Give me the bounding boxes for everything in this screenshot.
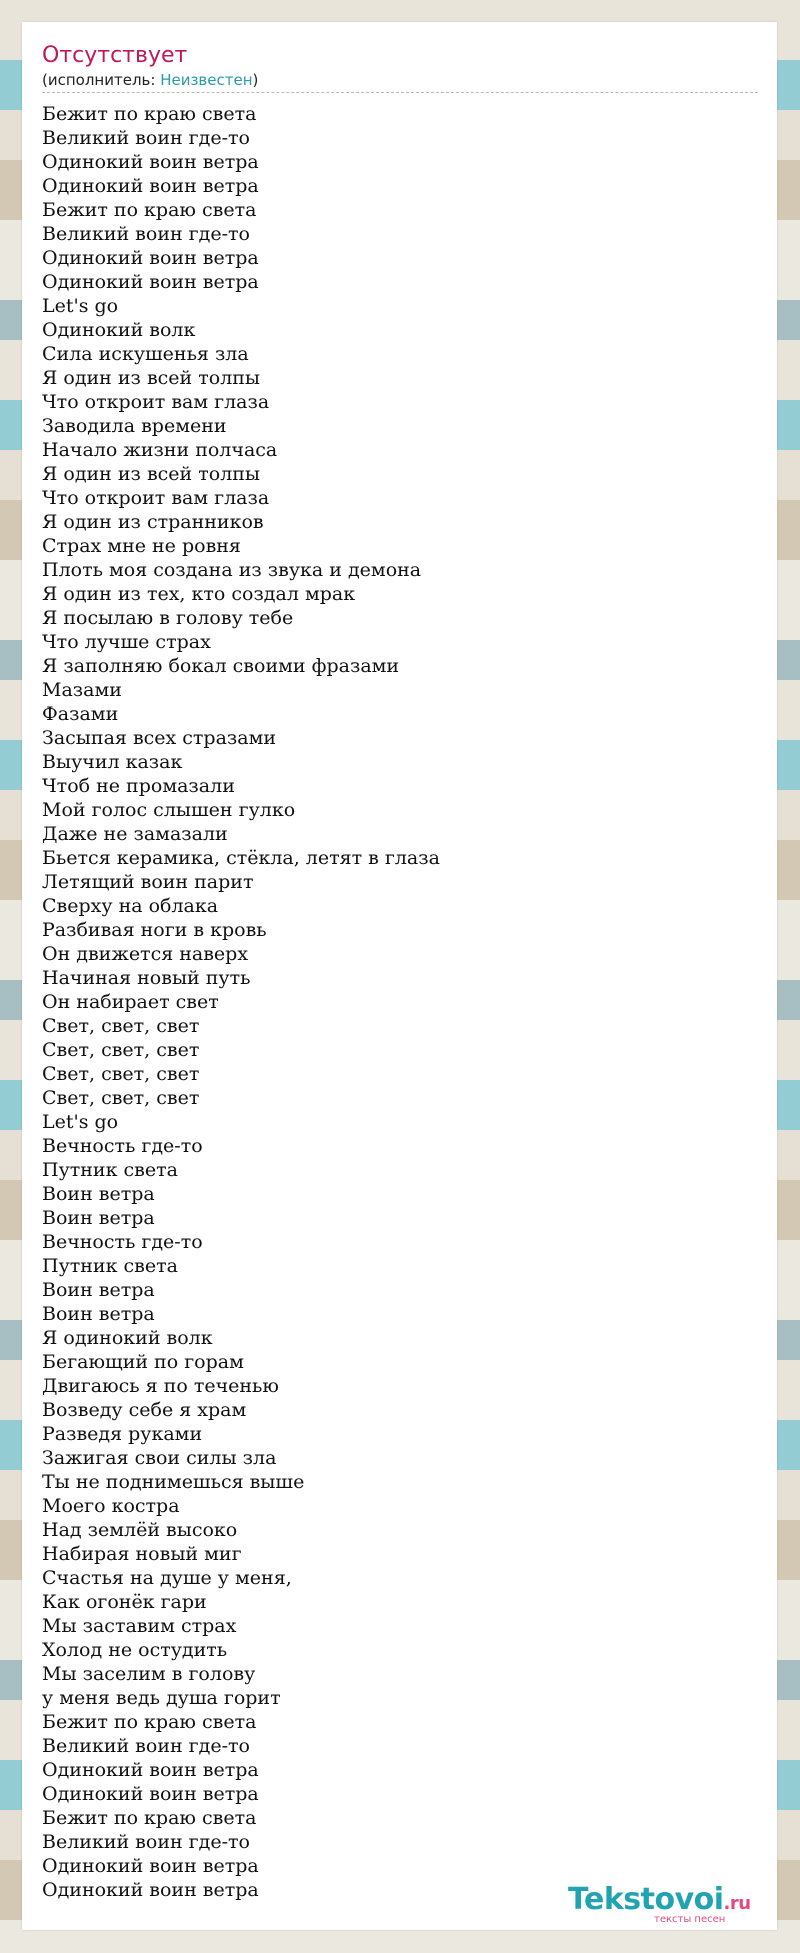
lyric-line: Let's go bbox=[42, 1111, 119, 1133]
lyric-line: Бегающий по горам bbox=[42, 1351, 244, 1373]
lyric-line: Путник света bbox=[42, 1159, 178, 1181]
lyric-line: Сверху на облака bbox=[42, 895, 219, 917]
lyric-line: Бежит по краю света bbox=[42, 1711, 257, 1733]
lyric-line: Путник света bbox=[42, 1255, 178, 1277]
lyric-line: Let's go bbox=[42, 295, 119, 317]
lyric-line: Как огонёк гари bbox=[42, 1591, 207, 1613]
lyric-line: Бьется керамика, стёкла, летят в глаза bbox=[42, 847, 440, 869]
lyric-line: Фазами bbox=[42, 703, 119, 725]
song-title: Отсутствует bbox=[42, 43, 188, 68]
lyric-line: Одинокий воин ветра bbox=[42, 1759, 259, 1781]
lyric-line: Воин ветра bbox=[42, 1183, 155, 1205]
lyric-line: Засыпая всех стразами bbox=[42, 727, 277, 749]
logo-main-text: Tekstovoi bbox=[568, 1882, 724, 1917]
lyric-line: Я один из странников bbox=[42, 511, 264, 533]
lyric-line: Свет, свет, свет bbox=[42, 1063, 200, 1085]
artist-prefix: (исполнитель: bbox=[42, 71, 161, 89]
lyric-line: Бежит по краю света bbox=[42, 103, 257, 125]
lyric-line: Одинокий воин ветра bbox=[42, 1855, 259, 1877]
lyric-line: Страх мне не ровня bbox=[42, 535, 241, 557]
lyric-line: Я один из всей толпы bbox=[42, 367, 261, 389]
site-logo[interactable] bbox=[568, 1884, 778, 1930]
lyric-line: Вечность где-то bbox=[42, 1135, 203, 1157]
lyric-line: Я один из тех, кто создал мрак bbox=[42, 583, 356, 605]
lyric-line: Мой голос слышен гулко bbox=[42, 799, 296, 821]
lyric-line: Начиная новый путь bbox=[42, 967, 251, 989]
artist-suffix: ) bbox=[252, 71, 259, 89]
lyric-line: Бежит по краю света bbox=[42, 199, 257, 221]
artist-line bbox=[42, 70, 758, 90]
lyric-line: Одинокий воин ветра bbox=[42, 271, 259, 293]
song-header bbox=[42, 42, 758, 93]
lyric-line: Заводила времени bbox=[42, 415, 227, 437]
lyric-line: Начало жизни полчаса bbox=[42, 439, 278, 461]
lyric-line: Плоть моя создана из звука и демона bbox=[42, 559, 422, 581]
lyric-line: Мазами bbox=[42, 679, 122, 701]
lyric-line: Летящий воин парит bbox=[42, 871, 254, 893]
lyric-line: Даже не замазали bbox=[42, 823, 228, 845]
lyric-line: Великий воин где-то bbox=[42, 1831, 250, 1853]
lyric-line: Одинокий воин ветра bbox=[42, 1879, 259, 1901]
lyric-line: Великий воин где-то bbox=[42, 127, 250, 149]
lyric-line: Набирая новый миг bbox=[42, 1543, 242, 1565]
lyric-line: Воин ветра bbox=[42, 1279, 155, 1301]
lyric-line: Зажигая свои силы зла bbox=[42, 1447, 277, 1469]
lyric-line: Что лучше страх bbox=[42, 631, 211, 653]
lyric-line: Вечность где-то bbox=[42, 1231, 203, 1253]
lyric-line: Возведу себе я храм bbox=[42, 1399, 247, 1421]
lyrics-text bbox=[42, 102, 440, 1902]
lyric-line: Выучил казак bbox=[42, 751, 183, 773]
artist-link[interactable]: Неизвестен bbox=[160, 71, 253, 89]
lyric-line: Я посылаю в голову тебе bbox=[42, 607, 294, 629]
lyric-line: Воин ветра bbox=[42, 1207, 155, 1229]
lyric-line: Свет, свет, свет bbox=[42, 1087, 200, 1109]
lyric-line: Свет, свет, свет bbox=[42, 1015, 200, 1037]
lyric-line: Двигаюсь я по теченью bbox=[42, 1375, 279, 1397]
logo-tld: .ru bbox=[723, 1893, 751, 1914]
lyric-line: Он набирает свет bbox=[42, 991, 219, 1013]
lyric-line: Что откроит вам глаза bbox=[42, 487, 270, 509]
lyric-line: Бежит по краю света bbox=[42, 1807, 257, 1829]
lyric-line: Одинокий воин ветра bbox=[42, 175, 259, 197]
lyric-line: Он движется наверх bbox=[42, 943, 249, 965]
lyric-line: Я одинокий волк bbox=[42, 1327, 213, 1349]
lyric-line: Моего костра bbox=[42, 1495, 180, 1517]
lyric-line: Свет, свет, свет bbox=[42, 1039, 200, 1061]
lyric-line: Что откроит вам глаза bbox=[42, 391, 270, 413]
lyric-line: Воин ветра bbox=[42, 1303, 155, 1325]
lyric-line: Одинокий воин ветра bbox=[42, 151, 259, 173]
lyric-line: Сила искушенья зла bbox=[42, 343, 249, 365]
lyric-line: Разведя руками bbox=[42, 1423, 203, 1445]
lyric-line: Чтоб не промазали bbox=[42, 775, 235, 797]
lyric-line: Одинокий воин ветра bbox=[42, 247, 259, 269]
lyric-line: Я заполняю бокал своими фразами bbox=[42, 655, 400, 677]
song-card bbox=[22, 22, 777, 1930]
lyric-line: Ты не поднимешься выше bbox=[42, 1471, 305, 1493]
lyric-line: Одинокий волк bbox=[42, 319, 196, 341]
lyric-line: Великий воин где-то bbox=[42, 1735, 250, 1757]
logo-subtitle: тексты песен bbox=[654, 1914, 726, 1925]
lyric-line: у меня ведь душа горит bbox=[42, 1687, 281, 1709]
lyric-line: Одинокий воин ветра bbox=[42, 1783, 259, 1805]
lyric-line: Над землёй высоко bbox=[42, 1519, 238, 1541]
lyric-line: Великий воин где-то bbox=[42, 223, 250, 245]
lyric-line: Мы заставим страх bbox=[42, 1615, 237, 1637]
lyric-line: Мы заселим в голову bbox=[42, 1663, 256, 1685]
lyric-line: Разбивая ноги в кровь bbox=[42, 919, 267, 941]
lyric-line: Счастья на душе у меня, bbox=[42, 1567, 292, 1589]
lyric-line: Я один из всей толпы bbox=[42, 463, 261, 485]
lyric-line: Холод не остудить bbox=[42, 1639, 228, 1661]
